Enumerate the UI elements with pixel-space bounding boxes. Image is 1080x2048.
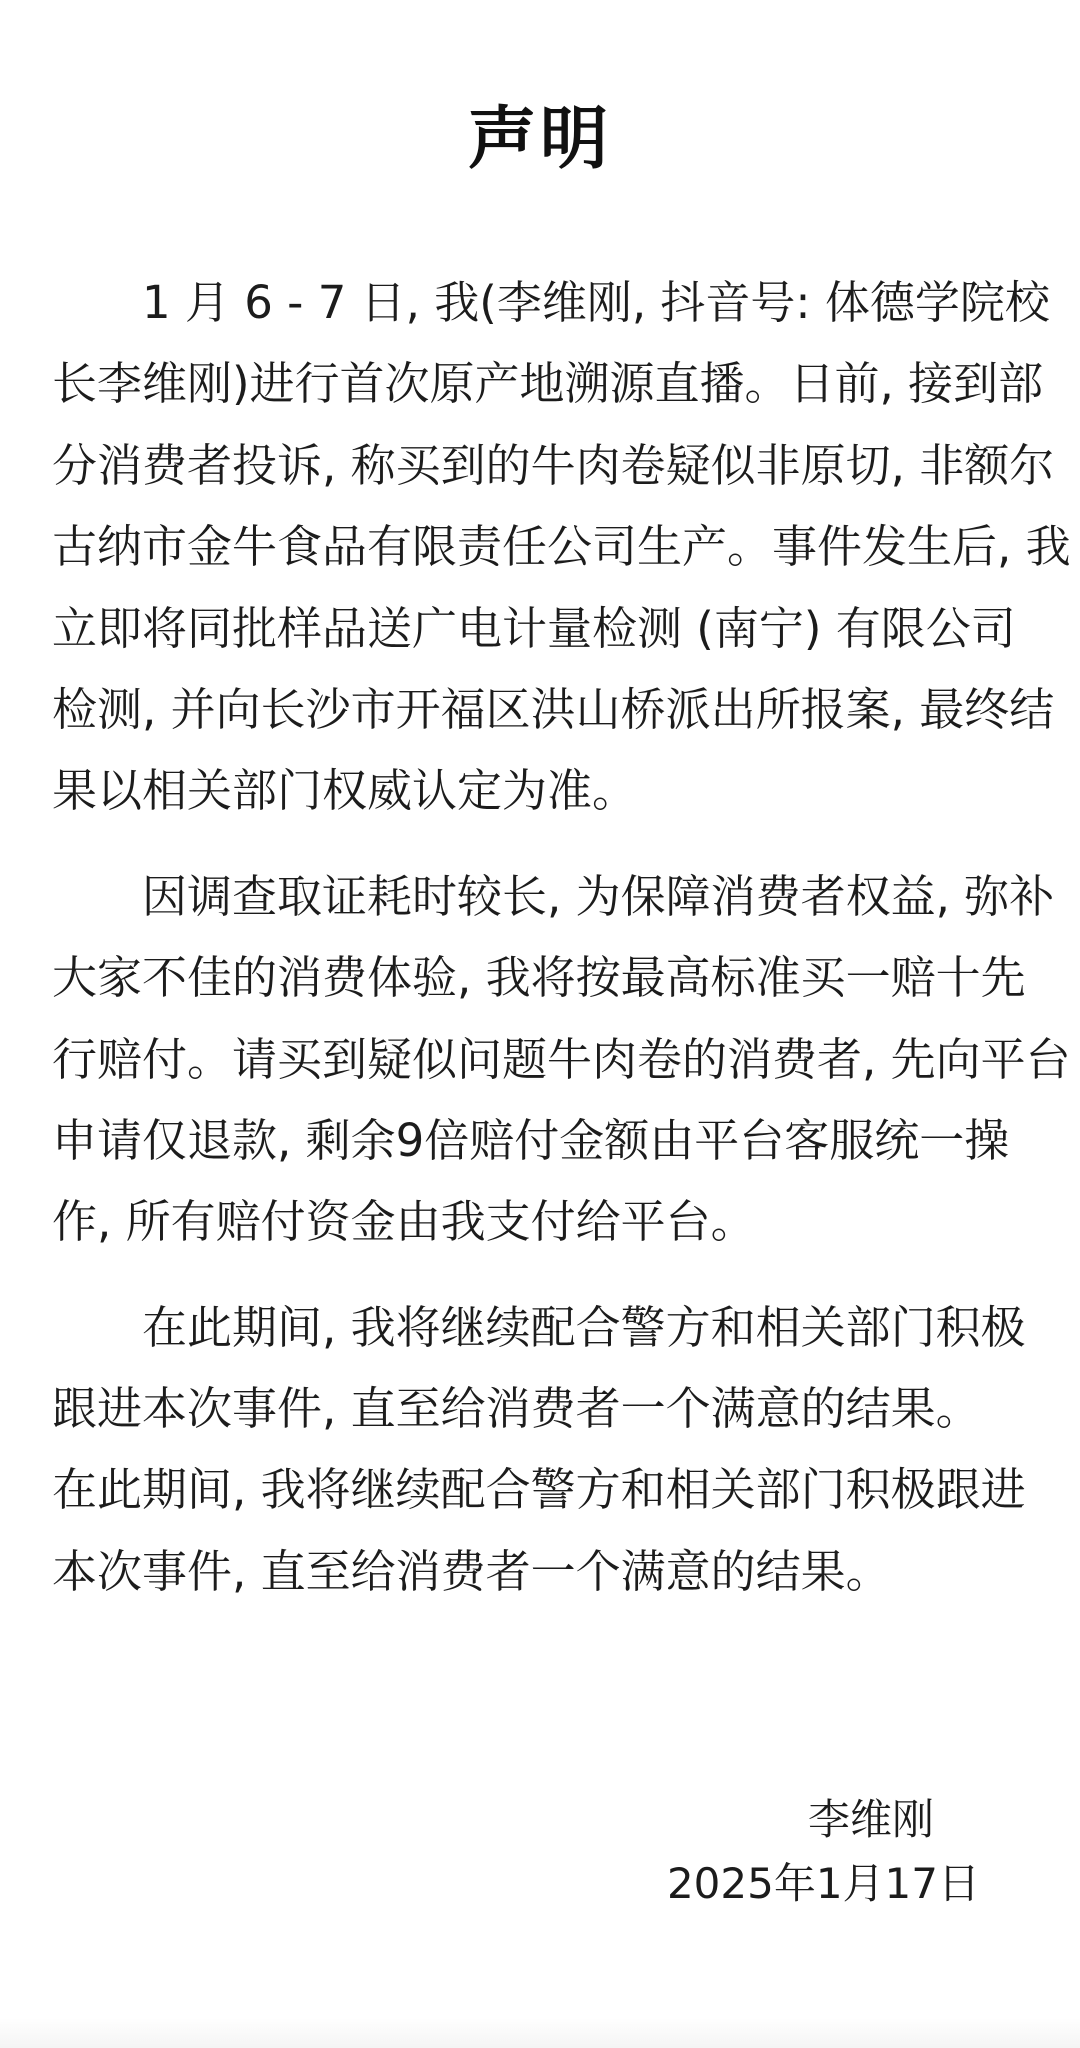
bottom-shade [0,2018,1080,2048]
text-line: 立即将同批样品送广电计量检测 (南宁) 有限公司 [52,601,1016,655]
text-line: 长李维刚)进行首次原产地溯源直播。日前, 接到部 [52,357,1044,411]
paragraph-gap [52,832,1042,856]
text-line: 作, 所有赔付资金由我支付给平台。 [52,1195,756,1249]
text-line: 本次事件, 直至给消费者一个满意的结果。 [52,1544,891,1598]
text-line: 检测, 并向长沙市开福区洪山桥派出所报案, 最终结 [52,682,1055,736]
paragraph [52,1287,1042,1450]
signature-name: 李维刚 [807,1795,934,1844]
text-line: 在此期间, 我将继续配合警方和相关部门积极 [142,1300,1026,1354]
document-title: 声明 [467,100,612,179]
text-line: 在此期间, 我将继续配合警方和相关部门积极跟进 [52,1463,1026,1517]
text-line: 大家不佳的消费体验, 我将按最高标准买一赔十先 [52,951,1026,1005]
signature-date: 2025年1月17日 [666,1859,980,1908]
text-line: 跟进本次事件, 直至给消费者一个满意的结果。 [52,1382,981,1436]
paragraph-gap [52,1263,1042,1287]
paragraph [52,856,1071,1263]
text-line: 申请仅退款, 剩余9倍赔付金额由平台客服统一操 [52,1113,1010,1167]
paragraph [52,1449,1042,1612]
text-line: 果以相关部门权威认定为准。 [52,764,638,818]
text-line: 行赔付。请买到疑似问题牛肉卷的消费者, 先向平台 [52,1032,1071,1086]
text-line: 因调查取证耗时较长, 为保障消费者权益, 弥补 [142,869,1055,923]
text-line: 1 月 6 - 7 日, 我(李维刚, 抖音号: 体德学院校 [142,276,1050,329]
signature-block [667,1788,980,1916]
paragraph [52,262,1071,832]
document-body [52,262,1071,1612]
text-line: 分消费者投诉, 称买到的牛肉卷疑似非原切, 非额尔 [52,438,1055,492]
text-line: 古纳市金牛食品有限责任公司生产。事件发生后, 我 [52,520,1071,574]
